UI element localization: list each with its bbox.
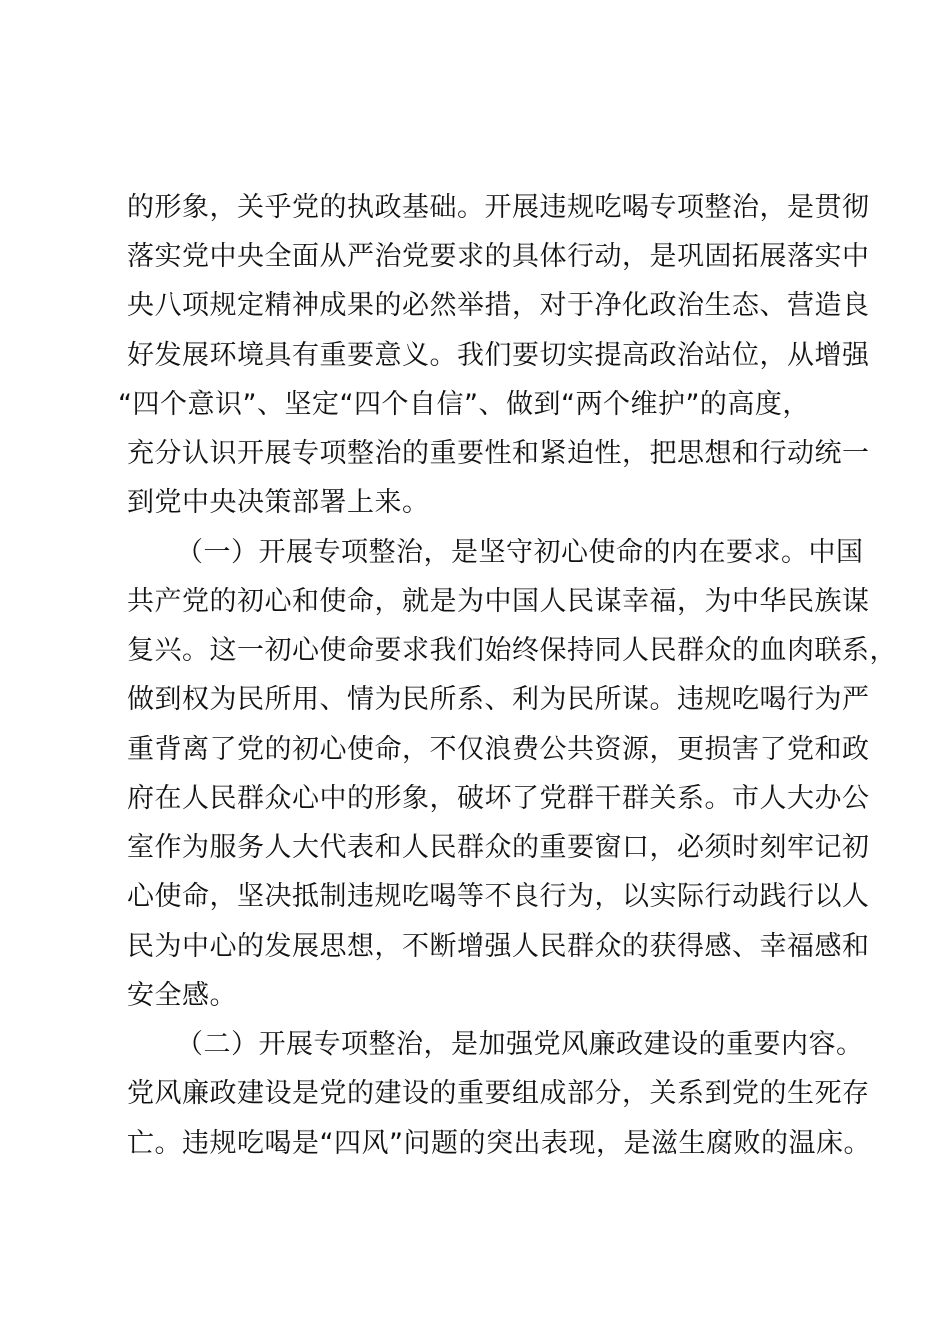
text-line: 党风廉政建设是党的建设的重要组成部分，关系到党的生死存 <box>127 1078 870 1109</box>
text-line: 做到权为民所用、情为民所系、利为民所谋。违规吃喝行为严 <box>127 684 870 715</box>
text-line: 府在人民群众心中的形象，破坏了党群干群关系。市人大办公 <box>127 783 870 814</box>
text-line: 民为中心的发展思想，不断增强人民群众的获得感、幸福感和 <box>127 931 870 962</box>
text-line: 心使命，坚决抵制违规吃喝等不良行为，以实际行动践行以人 <box>127 881 870 912</box>
text-line: 室作为服务人大代表和人民群众的重要窗口，必须时刻牢记初 <box>127 832 870 863</box>
text-line: “四个意识”、坚定“四个自信”、做到“两个维护”的高度， <box>118 389 810 420</box>
text-line: 安全感。 <box>127 980 237 1011</box>
text-line: 亡。违规吃喝是“四风”问题的突出表现，是滋生腐败的温床。 <box>127 1128 871 1159</box>
text-line: 的形象，关乎党的执政基础。开展违规吃喝专项整治，是贯彻 <box>127 192 870 223</box>
text-line: 复兴。这一初心使命要求我们始终保持同人民群众的血肉联系， <box>127 635 897 666</box>
text-line: 央八项规定精神成果的必然举措，对于净化政治生态、营造良 <box>127 290 870 321</box>
text-line: 重背离了党的初心使命，不仅浪费公共资源，更损害了党和政 <box>127 734 870 765</box>
text-line: 好发展环境具有重要意义。我们要切实提高政治站位，从增强 <box>127 340 870 371</box>
section-heading: （二）开展专项整治，是加强党风廉政建设的重要内容。 <box>176 1029 864 1060</box>
text-line: 共产党的初心和使命，就是为中国人民谋幸福，为中华民族谋 <box>127 586 870 617</box>
text-line: 充分认识开展专项整治的重要性和紧迫性，把思想和行动统一 <box>127 438 870 469</box>
text-line: 落实党中央全面从严治党要求的具体行动，是巩固拓展落实中 <box>127 241 870 272</box>
section-heading: （一）开展专项整治，是坚守初心使命的内在要求。中国 <box>176 537 864 568</box>
text-line: 到党中央决策部署上来。 <box>127 487 430 518</box>
